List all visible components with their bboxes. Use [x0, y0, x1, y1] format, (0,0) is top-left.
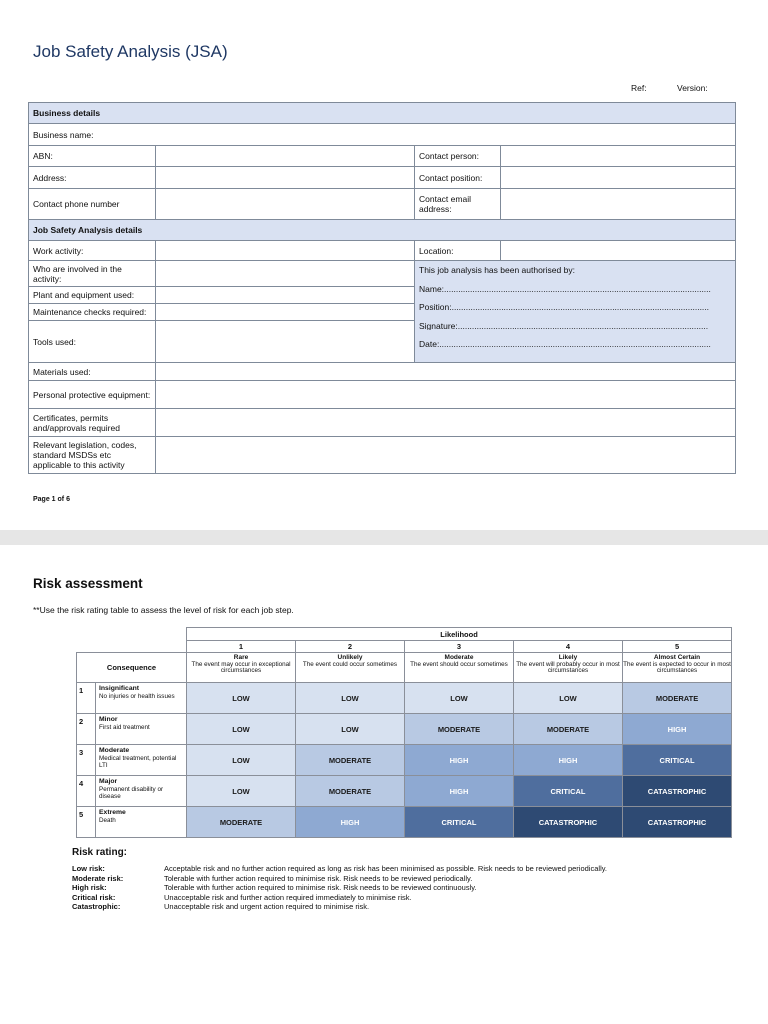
- matrix-corner: [77, 628, 187, 641]
- plant-label: Plant and equipment used:: [29, 287, 156, 304]
- authorised-by-label: This job analysis has been authorised by:: [419, 266, 575, 275]
- ppe-label: Personal protective equipment:: [29, 381, 156, 409]
- version-label: Version:: [677, 83, 708, 93]
- contact-person-field[interactable]: [501, 146, 736, 167]
- risk-rating-description: Unacceptable risk and urgent action required to minimise risk.: [164, 902, 370, 912]
- risk-cell: HIGH: [296, 807, 405, 838]
- address-field[interactable]: [156, 167, 415, 189]
- certificates-label: Certificates, permits and/approvals required: [29, 409, 156, 437]
- consequence-descriptor: [96, 807, 187, 838]
- consequence-row: [77, 807, 732, 838]
- materials-field[interactable]: [156, 363, 736, 381]
- likelihood-description: The event could occur sometimes: [302, 660, 398, 668]
- business-details-header: Business details: [29, 103, 736, 124]
- location-label: Location:: [415, 241, 501, 261]
- consequence-row: [77, 776, 732, 807]
- consequence-name: Minor: [99, 716, 118, 723]
- risk-rating-row: [72, 893, 607, 903]
- consequence-description: Permanent disability or disease: [99, 786, 164, 801]
- page-2: [0, 545, 768, 1024]
- consequence-description: First aid treatment: [99, 724, 150, 732]
- risk-cell: LOW: [296, 683, 405, 714]
- likelihood-description: The event may occur in exceptional circumstances: [191, 660, 291, 675]
- risk-cell: CATASTROPHIC: [514, 807, 623, 838]
- tools-label: Tools used:: [29, 321, 156, 363]
- risk-rating-list: [72, 864, 607, 912]
- risk-cell: HIGH: [405, 776, 514, 807]
- likelihood-number: 1: [187, 641, 296, 653]
- risk-cell: LOW: [296, 714, 405, 745]
- date-line: Date:...................................................................................................................: [419, 340, 711, 349]
- consequence-description: Medical treatment, potential LTI: [99, 755, 177, 770]
- likelihood-number: 5: [623, 641, 732, 653]
- likelihood-number: 3: [405, 641, 514, 653]
- consequence-number: 2: [77, 714, 96, 745]
- maintenance-label: Maintenance checks required:: [29, 304, 156, 321]
- likelihood-descriptor: [623, 653, 732, 683]
- risk-cell: MODERATE: [405, 714, 514, 745]
- consequence-name: Major: [99, 778, 118, 785]
- risk-rating-description: Tolerable with further action required to minimise risk. Risk needs to be reviewed periodically.: [164, 873, 473, 883]
- risk-rating-row: [72, 883, 607, 893]
- consequence-descriptor: [96, 683, 187, 714]
- jsa-details-header: Job Safety Analysis details: [29, 220, 736, 241]
- risk-cell: LOW: [405, 683, 514, 714]
- consequence-description: Death: [99, 817, 116, 825]
- likelihood-description: The event is expected to occur in most circumstances: [623, 660, 731, 675]
- maintenance-field[interactable]: [156, 304, 415, 321]
- contact-position-label: Contact position:: [415, 167, 501, 189]
- consequence-name: Moderate: [99, 747, 130, 754]
- risk-cell: LOW: [514, 683, 623, 714]
- risk-rating-label: Critical risk:: [72, 892, 116, 902]
- consequence-number: 5: [77, 807, 96, 838]
- likelihood-description: The event will probably occur in most circumstances: [516, 660, 620, 675]
- address-label: Address:: [29, 167, 156, 189]
- risk-instruction: **Use the risk rating table to assess the level of risk for each job step.: [33, 605, 294, 615]
- consequence-row: [77, 745, 732, 776]
- risk-cell: LOW: [187, 714, 296, 745]
- likelihood-number: 4: [514, 641, 623, 653]
- consequence-descriptor: [96, 776, 187, 807]
- risk-cell: HIGH: [623, 714, 732, 745]
- likelihood-descriptor: [405, 653, 514, 683]
- contact-email-field[interactable]: [501, 189, 736, 220]
- consequence-number: 4: [77, 776, 96, 807]
- risk-cell: CATASTROPHIC: [623, 776, 732, 807]
- risk-rating-label: Low risk:: [72, 864, 105, 873]
- likelihood-descriptor: [187, 653, 296, 683]
- risk-matrix: [76, 627, 732, 838]
- risk-cell: LOW: [187, 776, 296, 807]
- risk-assessment-heading: Risk assessment: [33, 576, 143, 591]
- work-activity-label: Work activity:: [29, 241, 156, 261]
- likelihood-descriptor: [514, 653, 623, 683]
- risk-rating-row: [72, 902, 607, 912]
- consequence-number: 3: [77, 745, 96, 776]
- likelihood-name: Unlikely: [337, 654, 363, 661]
- risk-cell: HIGH: [514, 745, 623, 776]
- plant-field[interactable]: [156, 287, 415, 304]
- tools-field[interactable]: [156, 321, 415, 363]
- likelihood-name: Likely: [558, 654, 578, 661]
- risk-cell: CRITICAL: [623, 745, 732, 776]
- work-activity-field[interactable]: [156, 241, 415, 261]
- likelihood-name: Moderate: [444, 654, 474, 661]
- risk-cell: HIGH: [405, 745, 514, 776]
- consequence-row: [77, 714, 732, 745]
- consequence-row: [77, 683, 732, 714]
- risk-rating-label: Catastrophic:: [72, 902, 121, 912]
- risk-rating-description: Acceptable risk and no further action required as long as risk has been minimised as possible. Risk needs to be reviewed periodically.: [164, 864, 608, 873]
- risk-cell: CRITICAL: [514, 776, 623, 807]
- risk-rating-description: Unacceptable risk and further action required immediately to minimise risk.: [164, 892, 412, 902]
- contact-email-label: Contact email address:: [415, 189, 501, 220]
- consequence-descriptor: [96, 714, 187, 745]
- contact-phone-field[interactable]: [156, 189, 415, 220]
- risk-cell: MODERATE: [187, 807, 296, 838]
- risk-rating-row: [72, 874, 607, 884]
- contact-position-field[interactable]: [501, 167, 736, 189]
- legislation-field[interactable]: [156, 437, 736, 474]
- position-line: Position:.............................................................................................................: [419, 303, 710, 312]
- risk-cell: MODERATE: [623, 683, 732, 714]
- risk-cell: MODERATE: [296, 776, 405, 807]
- ref-label: Ref:: [631, 83, 647, 93]
- likelihood-name: Rare: [233, 654, 249, 661]
- consequence-number: 1: [77, 683, 96, 714]
- consequence-title: Consequence: [77, 653, 187, 683]
- likelihood-description: The event should occur sometimes: [410, 660, 508, 668]
- risk-rating-title: Risk rating:: [72, 847, 128, 858]
- likelihood-number: 2: [296, 641, 405, 653]
- who-involved-label: Who are involved in the activity:: [29, 261, 156, 287]
- risk-rating-label: Moderate risk:: [72, 873, 124, 883]
- consequence-description: No injuries or health issues: [99, 693, 175, 701]
- risk-cell: CRITICAL: [405, 807, 514, 838]
- consequence-name: Extreme: [99, 809, 126, 816]
- name-line: Name:.................................................................................................................: [419, 284, 711, 293]
- ppe-field[interactable]: [156, 381, 736, 409]
- likelihood-name: Almost Certain: [653, 654, 701, 661]
- likelihood-title: Likelihood: [187, 628, 732, 641]
- contact-person-label: Contact person:: [415, 146, 501, 167]
- risk-cell: MODERATE: [514, 714, 623, 745]
- page-number: Page 1 of 6: [33, 496, 70, 503]
- risk-cell: LOW: [187, 683, 296, 714]
- matrix-corner-2: [77, 641, 187, 653]
- materials-label: Materials used:: [29, 363, 156, 381]
- legislation-label: Relevant legislation, codes, standard MSDSs etc applicable to this activity: [29, 437, 156, 474]
- risk-rating-description: Tolerable with further action required to minimise risk. Risk needs to be reviewed continuously.: [164, 883, 477, 893]
- certificates-field[interactable]: [156, 409, 736, 437]
- consequence-name: Insignificant: [99, 685, 140, 692]
- location-field[interactable]: [501, 241, 736, 261]
- risk-cell: CATASTROPHIC: [623, 807, 732, 838]
- risk-cell: LOW: [187, 745, 296, 776]
- consequence-descriptor: [96, 745, 187, 776]
- risk-rating-label: High risk:: [72, 883, 107, 893]
- authorisation-block[interactable]: [415, 261, 736, 363]
- document-title: Job Safety Analysis (JSA): [33, 42, 228, 61]
- business-details-table: [28, 102, 736, 474]
- likelihood-descriptor: [296, 653, 405, 683]
- risk-cell: MODERATE: [296, 745, 405, 776]
- who-involved-field[interactable]: [156, 261, 415, 287]
- signature-line: Signature:..........................................................................................................: [419, 321, 709, 330]
- business-name-field[interactable]: [29, 124, 736, 146]
- business-name-label: Business name:: [33, 129, 94, 140]
- abn-field[interactable]: [156, 146, 415, 167]
- abn-label: ABN:: [29, 146, 156, 167]
- risk-rating-row: [72, 864, 607, 874]
- contact-phone-label: Contact phone number: [29, 189, 156, 220]
